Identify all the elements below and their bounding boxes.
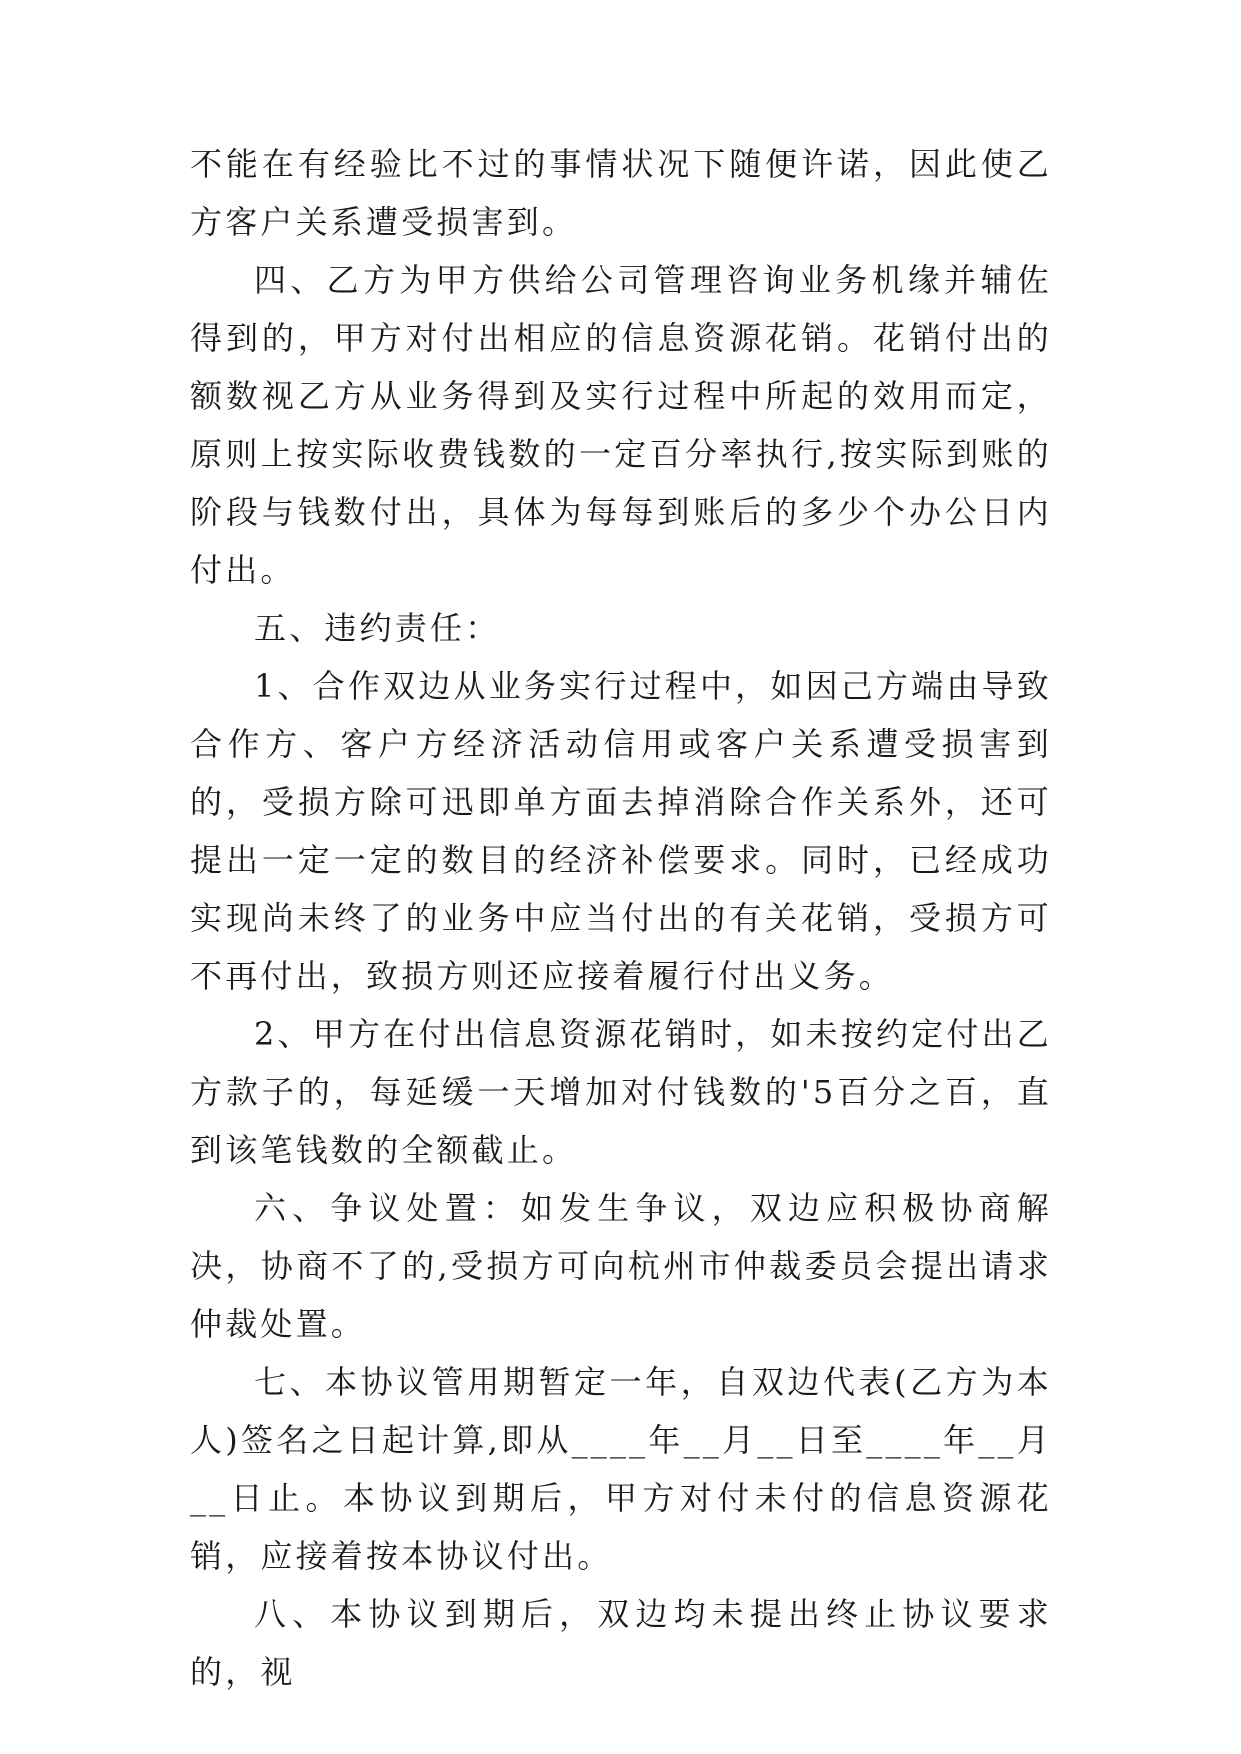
paragraph-clause-5-heading: 五、违约责任： — [254, 609, 501, 647]
paragraph-continuation: 不能在有经验比不过的事情状况下随便许诺，因此使乙方客户关系遭受损害到。 — [190, 145, 1052, 241]
paragraph-clause-5-item-1: 1、合作双边从业务实行过程中，如因己方端由导致合作方、客户方经济活动信用或客户关系遭受损害到的，受损方除可迅即单方面去掉消除合作关系外，还可提出一定一定的数目的经济补偿要求。同时，已经成功实现尚未终了的业务中应当付出的有关花销，受损方可不再付出，致损方则还应接着履行付出义务。 — [190, 667, 1052, 995]
paragraph-clause-7: 七、本协议管用期暂定一年，自双边代表(乙方为本人)签名之日起计算,即从____年__月__日至____年__月__日止。本协议到期后，甲方对付未付的信息资源花销，应接着按本协议付出。 — [190, 1363, 1052, 1575]
document-page — [190, 135, 1052, 1701]
paragraph-clause-5-item-2: 2、甲方在付出信息资源花销时，如未按约定付出乙方款子的，每延缓一天增加对付钱数的'5百分之百，直到该笔钱数的全额截止。 — [190, 1015, 1052, 1169]
paragraph-clause-4: 四、乙方为甲方供给公司管理咨询业务机缘并辅佐得到的，甲方对付出相应的信息资源花销。花销付出的额数视乙方从业务得到及实行过程中所起的效用而定，原则上按实际收费钱数的一定百分率执行,按实际到账的阶段与钱数付出，具体为每每到账后的多少个办公日内付出。 — [190, 261, 1052, 589]
paragraph-clause-8: 八、本协议到期后，双边均未提出终止协议要求的，视 — [190, 1595, 1052, 1691]
paragraph-clause-6: 六、争议处置：如发生争议，双边应积极协商解决，协商不了的,受损方可向杭州市仲裁委员会提出请求仲裁处置。 — [190, 1189, 1052, 1343]
